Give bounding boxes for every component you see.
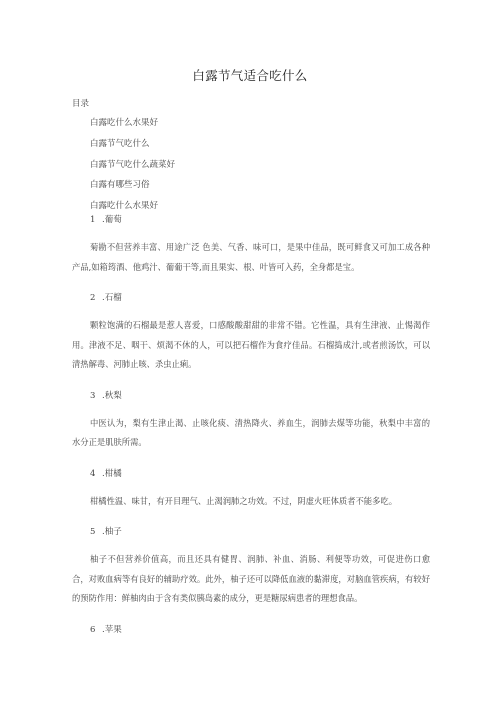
section-heading — [90, 211, 430, 230]
section-heading — [90, 289, 430, 308]
section-heading — [90, 621, 430, 640]
section-title: .石榴 — [102, 293, 122, 303]
section-number: 3 — [90, 390, 96, 401]
section-number: 6 — [90, 624, 96, 635]
document-content — [72, 211, 430, 640]
section-number: 5 — [90, 527, 96, 537]
section-number: 1 — [90, 215, 96, 225]
section-title: .柚子 — [102, 527, 122, 537]
section-title: .苹果 — [102, 624, 122, 635]
section-heading — [90, 523, 430, 542]
toc-label: 目录 — [72, 99, 90, 109]
section-heading — [90, 387, 430, 406]
section-number: 2 — [90, 293, 96, 303]
section-body: 中医认为，梨有生津止渴、止咳化痰、清热降火、养血生，润肺去煤等功能，秋梨中丰富的水分正是肌肤所需。 — [72, 417, 430, 447]
section-citrus — [90, 465, 430, 512]
document-title: 白露节气适合吃什么 — [192, 68, 308, 83]
section-body: 柚子不但营养价值高，而且还具有健胃、润肺、补血、消肠、利便等功效，可促进伤口愈合，对败血病等有良好的辅助疗效。此外，柚子还可以降低血液的黏滞度，对脑血管疾病，有较好的预防作用：鲜柚肉由于含有类似胰岛素的成分，更是糖尿病患者的理想食品。 — [72, 554, 430, 603]
section-pomegranate — [72, 289, 430, 375]
section-autumn-pear — [72, 387, 430, 453]
section-body: 颗粒饱满的石榴最是惹人喜爱，口感酸酸甜甜的非常不错。它性温，具有生津液、止惕渴作用。津液不足、咽干、烦渴不休的人，可以把石榴作为食疗佳品。石榴捣成汁,或者煎汤饮，可以清热解毒、河肺止咳、杀虫止痢。 — [72, 320, 430, 369]
section-title: .葡萄 — [102, 215, 122, 225]
section-apple — [90, 621, 430, 640]
section-pomelo — [72, 523, 430, 609]
toc-item[interactable]: 白露节气吃什么 — [90, 138, 150, 149]
section-heading — [90, 465, 430, 484]
table-of-contents — [90, 113, 175, 217]
section-title: .秋梨 — [102, 390, 122, 401]
toc-item[interactable]: 白露吃什么水果好 — [90, 201, 159, 212]
toc-item[interactable]: 白露有哪些习俗 — [90, 180, 150, 191]
section-body: 菊勘不但营养丰富、用途广泛 色美、气香、味可口，是果中佳品，既可鲜食又可加工成各种产品,如箱筠酒、他鸡汁、葡葡干等,而且果实、根、叶皆可入药，全身都是宝。 — [72, 242, 430, 272]
section-number: 4 — [90, 468, 96, 479]
section-grape — [72, 211, 430, 277]
toc-item[interactable]: 白露节气吃什么蔬菜好 — [90, 159, 176, 170]
section-title: .柑橘 — [102, 468, 122, 479]
section-body: 柑橘性温、味甘，有开目理气、止渴润肺之功效。不过，阴虚火旺体质者不能多吃。 — [90, 495, 397, 506]
toc-item[interactable]: 白露吃什么水果好 — [90, 118, 159, 128]
